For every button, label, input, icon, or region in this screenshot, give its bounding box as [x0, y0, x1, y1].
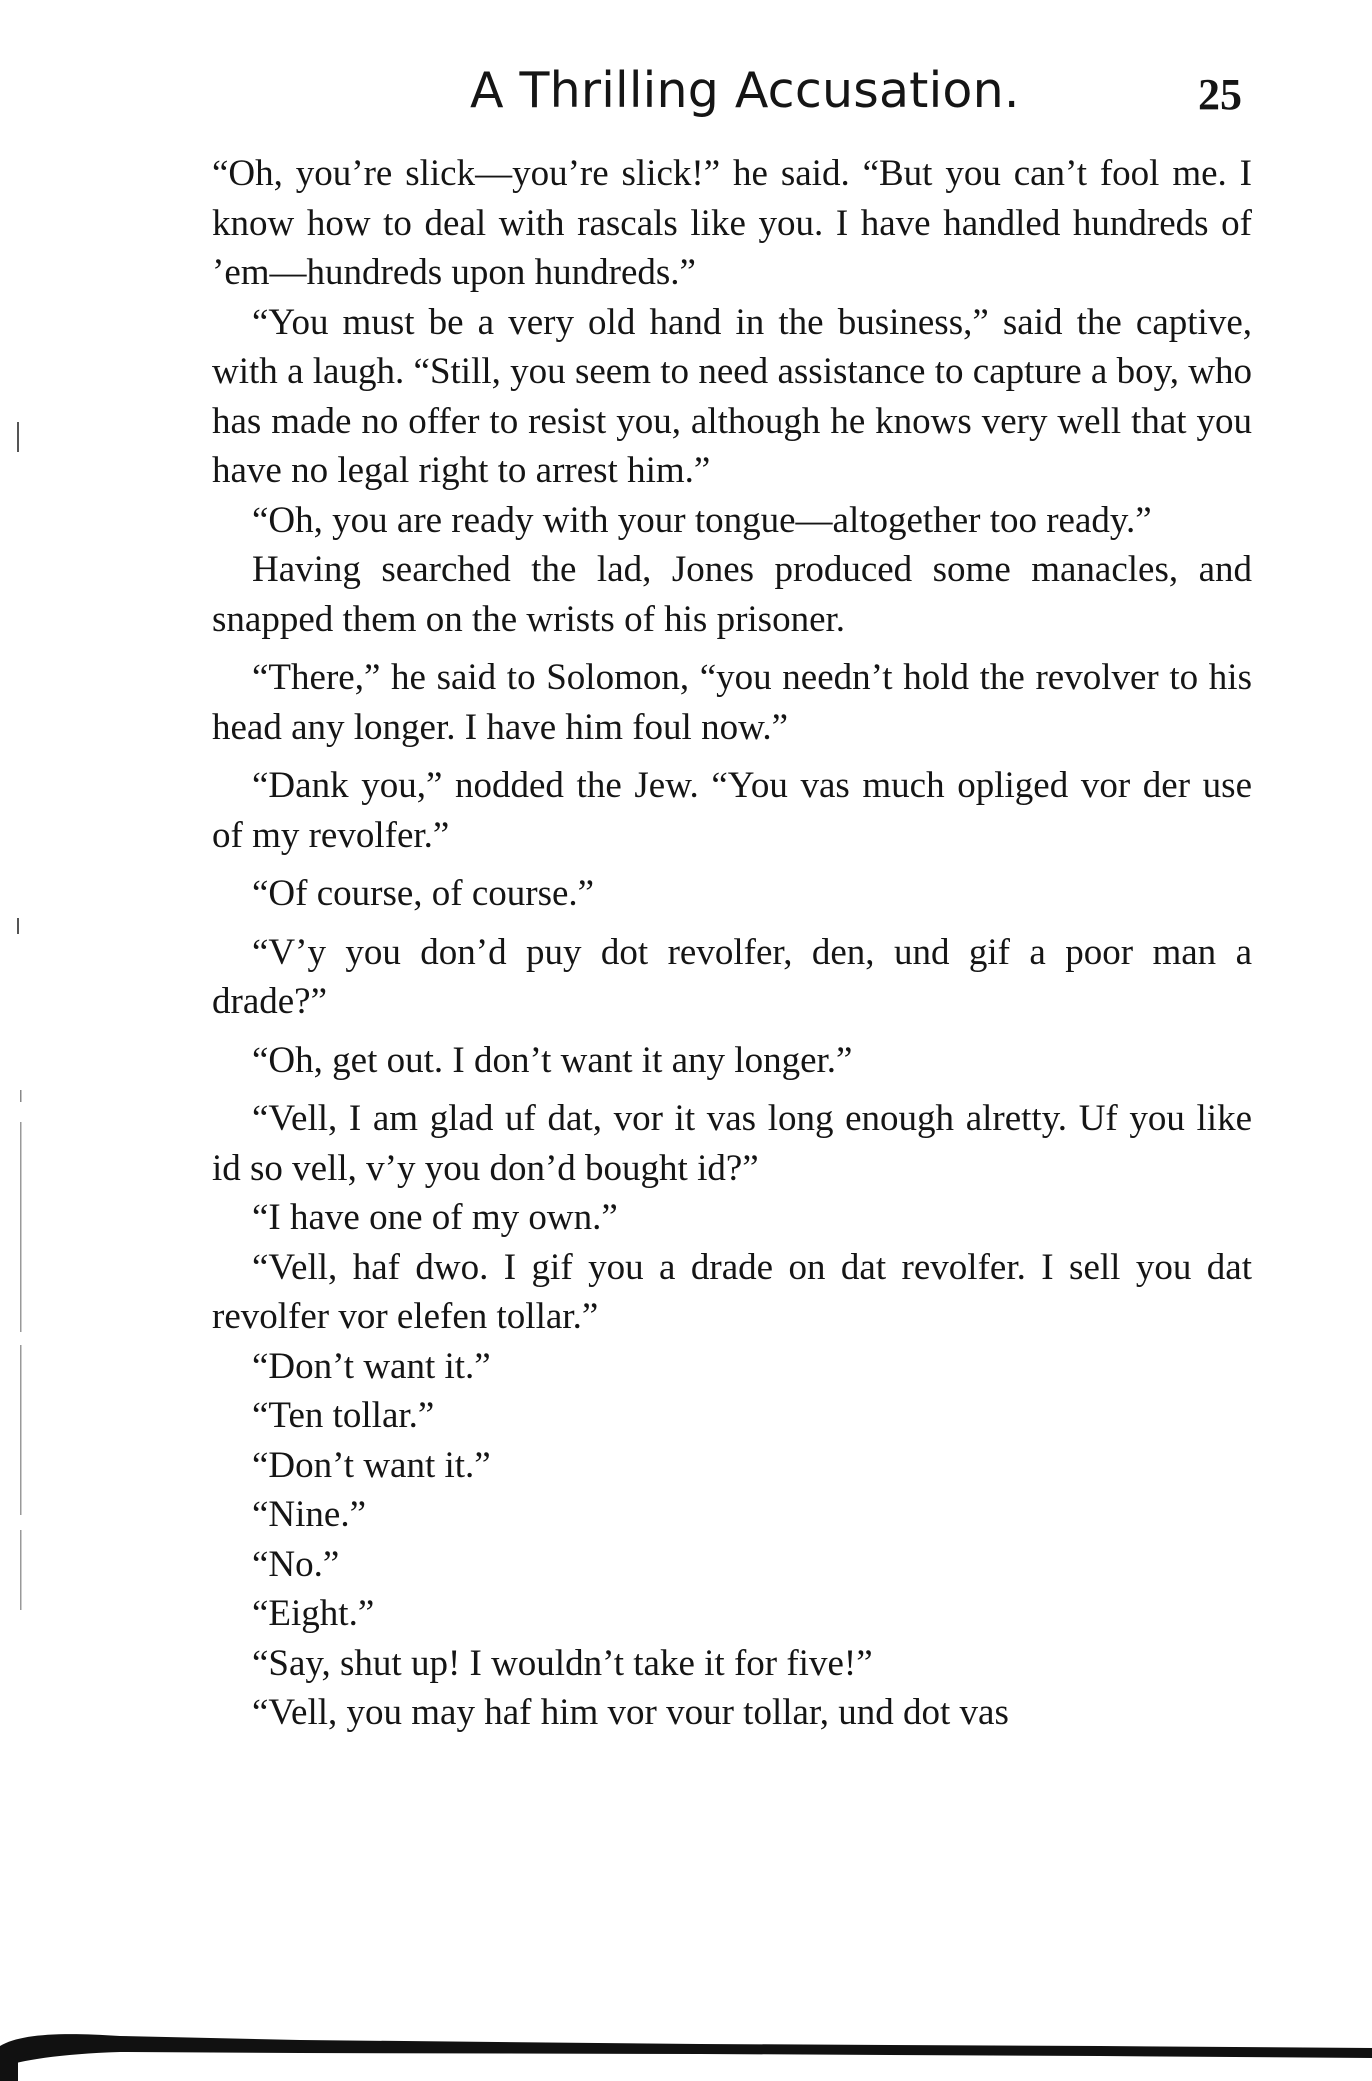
bottom-scan-edge: [0, 2026, 1372, 2081]
paragraph: “Say, shut up! I wouldn’t take it for five!”: [252, 1642, 873, 1684]
paragraph: “Vell, I am glad uf dat, vor it vas long enough alretty. Uf you like id so vell, v’y you don’d bought id?”: [212, 1098, 1252, 1189]
paragraph: “No.”: [252, 1543, 340, 1585]
paragraph: “I have one of my own.”: [252, 1197, 618, 1238]
paragraph: “Dank you,” nodded the Jew. “You vas much opliged vor der use of my revolfer.”: [212, 765, 1252, 856]
margin-specks: [0, 0, 40, 1700]
running-head: [0, 56, 1372, 126]
page-number: 25: [1198, 70, 1242, 119]
body-text: [212, 149, 1252, 1738]
paragraph: “Oh, get out. I don’t want it any longer.”: [252, 1039, 853, 1081]
paragraph: “Eight.”: [252, 1593, 375, 1634]
paragraph: “Vell, you may haf him vor vour tollar, und dot vas: [252, 1692, 1009, 1733]
paragraph: Having searched the lad, Jones produced some manacles, and snapped them on the wrists of his prisoner.: [212, 549, 1252, 640]
paragraph: “There,” he said to Solomon, “you needn’t hold the revolver to his head any longer. I have him foul now.”: [212, 657, 1252, 748]
paragraph: “Ten tollar.”: [252, 1395, 435, 1436]
paragraph: “V’y you don’d puy dot revolfer, den, und gif a poor man a drade?”: [212, 931, 1252, 1022]
paragraph: “Of course, of course.”: [252, 873, 595, 914]
chapter-title: A Thrilling Accusation.: [470, 62, 1020, 119]
paragraph: “Oh, you are ready with your tongue—altogether too ready.”: [252, 499, 1152, 541]
paragraph: “Vell, haf dwo. I gif you a drade on dat revolfer. I sell you dat revolfer vor elefen tollar.”: [212, 1246, 1252, 1337]
paragraph: “Don’t want it.”: [252, 1345, 491, 1387]
paragraph: “Oh, you’re slick—you’re slick!” he said. “But you can’t fool me. I know how to deal with rascals like you. I have handled hundreds of ’em—hundreds upon hundreds.”: [212, 153, 1252, 293]
paragraph: “Don’t want it.”: [252, 1444, 491, 1486]
paragraph: “Nine.”: [252, 1494, 367, 1535]
paragraph: “You must be a very old hand in the business,” said the captive, with a laugh. “Still, you seem to need assistance to capture a boy, who has made no offer to resist you, although he knows very well that you have no legal right to arrest him.”: [212, 301, 1252, 491]
